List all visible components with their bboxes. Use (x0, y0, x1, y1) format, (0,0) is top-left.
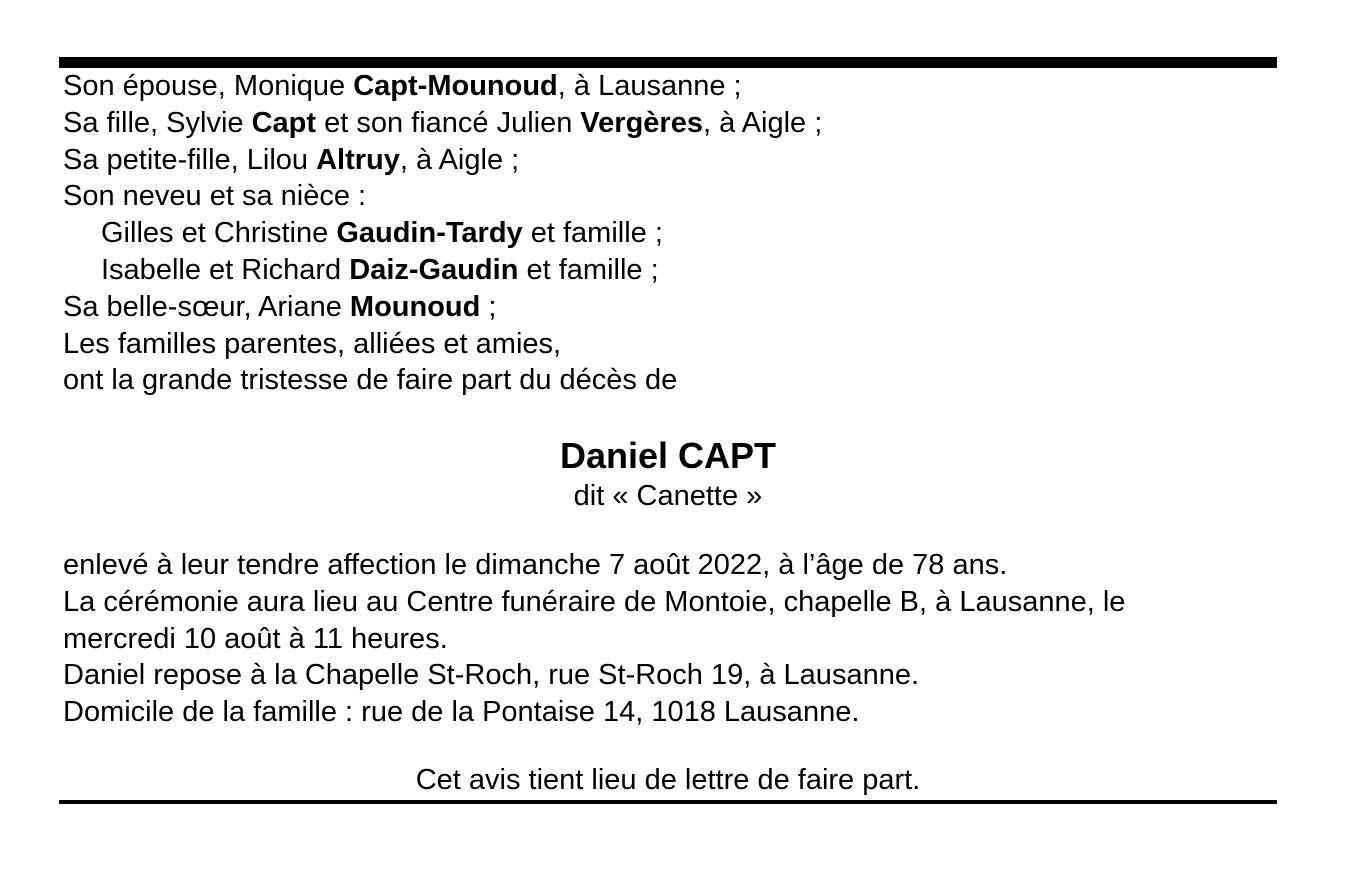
detail-line: mercredi 10 août à 11 heures. (63, 622, 448, 655)
detail-line: Daniel repose à la Chapelle St-Roch, rue St-Roch 19, à Lausanne. (63, 659, 920, 692)
family-line: Son neveu et sa nièce : (63, 180, 367, 213)
family-line: Isabelle et Richard Daiz-Gaudin et famille ; (101, 253, 659, 286)
top-rule (59, 57, 1277, 68)
detail-line: Domicile de la famille : rue de la Pontaise 14, 1018 Lausanne. (63, 696, 860, 729)
obituary-notice (59, 57, 1277, 399)
family-line: ont la grande tristesse de faire part du décès de (63, 364, 678, 397)
deceased-nickname: dit « Canette » (573, 480, 763, 512)
ceremony-details (59, 547, 1281, 731)
family-list (59, 68, 1277, 399)
family-line: Sa petite-fille, Lilou Altruy, à Aigle ; (63, 143, 520, 176)
family-line: Son épouse, Monique Capt-Mounoud, à Lausanne ; (63, 70, 742, 102)
bottom-rule (59, 800, 1277, 804)
detail-line: enlevé à leur tendre affection le dimanche 7 août 2022, à l’âge de 78 ans. (63, 549, 1008, 581)
family-line: Sa fille, Sylvie Capt et son fiancé Julien Vergères, à Aigle ; (63, 106, 823, 139)
deceased-block (59, 434, 1277, 514)
family-line: Sa belle-sœur, Ariane Mounoud ; (63, 290, 497, 323)
closing-note: Cet avis tient lieu de lettre de faire part. (415, 764, 921, 796)
detail-line: La cérémonie aura lieu au Centre funéraire de Montoie, chapelle B, à Lausanne, le (63, 585, 1126, 618)
deceased-name: Daniel CAPT (559, 435, 777, 476)
family-line: Les familles parentes, alliées et amies, (63, 327, 562, 360)
family-line: Gilles et Christine Gaudin-Tardy et famille ; (101, 217, 663, 250)
